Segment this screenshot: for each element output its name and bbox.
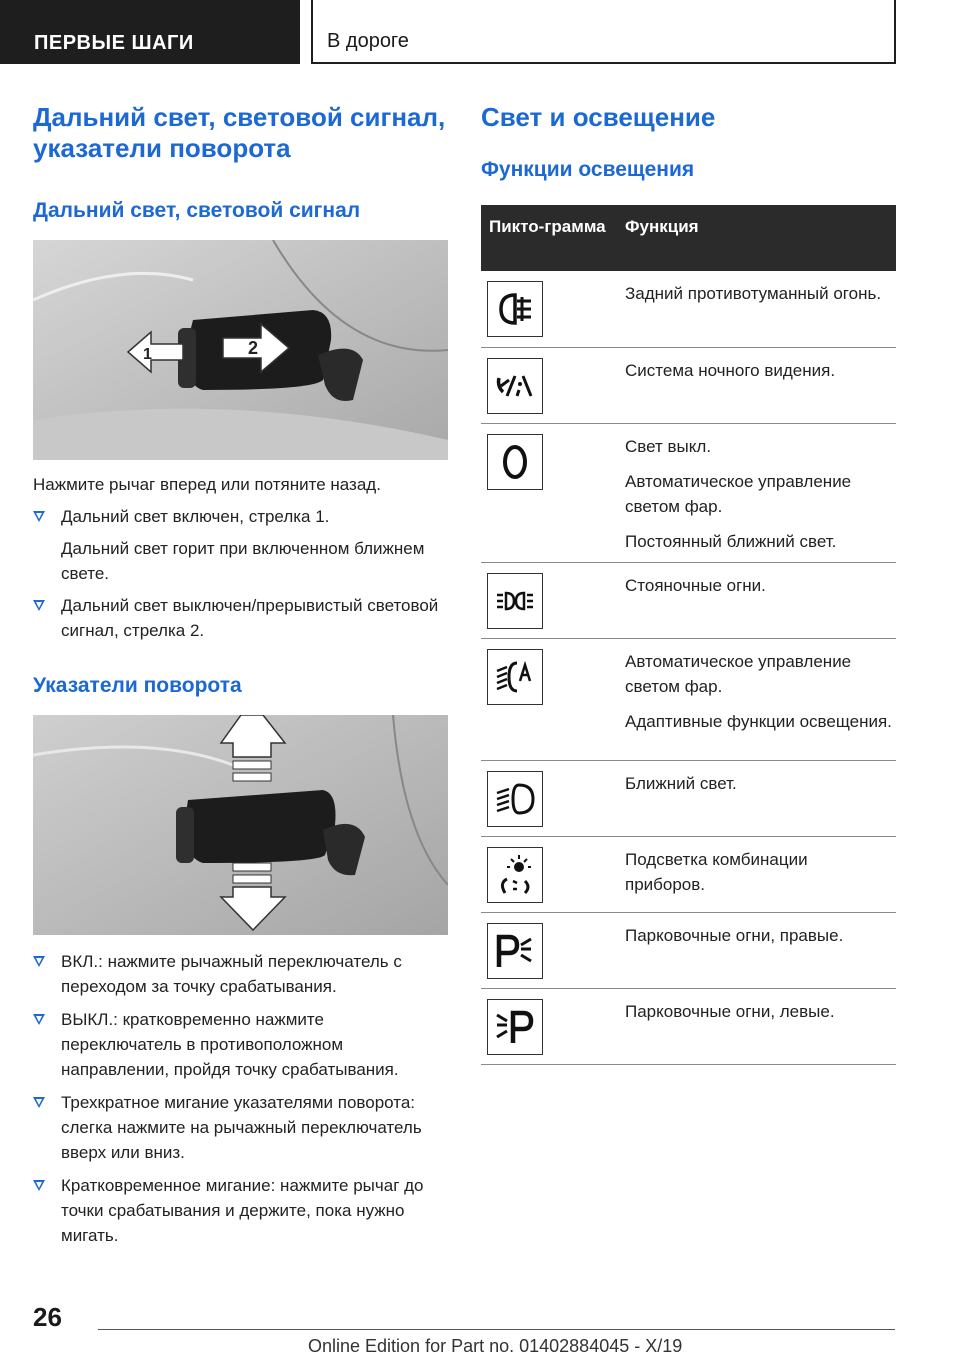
intro-text: Нажмите рычаг вперед или потяните назад.	[33, 475, 381, 494]
bullet-text: ВЫКЛ.: кратковременно нажмите переключатель в противоположном направлении, пройдя точку срабатывания.	[61, 1010, 399, 1079]
low-beam-icon	[487, 771, 543, 827]
bullet-item	[33, 1090, 448, 1165]
subsection-title-turn-signals: Указатели поворота	[33, 674, 242, 697]
table-header-row	[481, 205, 896, 271]
function-text: Адаптивные функции освещения.	[625, 711, 892, 731]
function-text: Система ночного видения.	[625, 360, 836, 380]
table-row	[481, 836, 896, 912]
table-header-pictogram: Пикто-грамма	[481, 205, 617, 271]
table-header-function: Функция	[617, 205, 896, 271]
high-beam-lever-photo	[33, 240, 448, 460]
function-text: Автоматическое управление светом фар.	[625, 471, 852, 516]
right-column	[481, 102, 896, 1065]
arrow-1-label: 1	[143, 346, 152, 363]
auto-headlight-icon	[487, 649, 543, 705]
bullet-item	[33, 1173, 448, 1248]
bullet-triangle-icon	[33, 600, 45, 611]
instrument-lighting-icon	[487, 847, 543, 903]
rear-fog-light-icon	[487, 281, 543, 337]
function-text: Парковочные огни, правые.	[625, 925, 844, 945]
bullet-text: ВКЛ.: нажмите рычажный переключатель с переходом за точку срабатывания.	[61, 952, 402, 996]
bullet-text: Кратковременное мигание: нажмите рычаг до точки срабатывания и держите, пока нужно мигать.	[61, 1176, 424, 1245]
function-text: Подсветка комбинации приборов.	[625, 849, 808, 894]
parking-lights-icon	[487, 573, 543, 629]
function-text: Свет выкл.	[625, 436, 712, 456]
lighting-functions-table	[481, 205, 896, 1065]
bullet-text: Трехкратное мигание указателями поворота: слегка нажмите на рычажный переключатель вверх или вниз.	[61, 1093, 422, 1162]
bullet-triangle-icon	[33, 956, 45, 967]
bullet-item	[33, 504, 448, 529]
parking-light-right-icon	[487, 923, 543, 979]
subsection-title-lighting-functions: Функции освещения	[481, 158, 695, 181]
bullet-note: Дальний свет горит при включенном ближнем свете.	[61, 539, 425, 583]
table-row	[481, 638, 896, 760]
table-row	[481, 347, 896, 423]
page-number: 26	[33, 1302, 62, 1332]
bullet-text: Дальний свет выключен/прерывистый световой сигнал, стрелка 2.	[61, 596, 439, 640]
table-row	[481, 271, 896, 347]
footer-divider	[98, 1329, 895, 1330]
section-tab: ПЕРВЫЕ ШАГИ	[0, 0, 300, 64]
function-text: Автоматическое управление светом фар.	[625, 651, 852, 696]
edition-footer: Online Edition for Part no. 01402884045 - X/19	[308, 1336, 683, 1356]
bullet-triangle-icon	[33, 511, 45, 522]
table-row	[481, 423, 896, 562]
function-text: Парковочные огни, левые.	[625, 1001, 835, 1021]
subsection-title-high-beam: Дальний свет, световой сигнал	[33, 199, 361, 222]
table-row	[481, 912, 896, 988]
turn-signal-lever-photo	[33, 715, 448, 935]
table-row	[481, 988, 896, 1064]
function-text: Постоянный ближний свет.	[625, 531, 837, 551]
bullet-triangle-icon	[33, 1014, 45, 1025]
section-title-lighting: Свет и освещение	[481, 102, 716, 132]
bullet-item	[33, 1007, 448, 1082]
chapter-tab: В дороге	[311, 0, 896, 64]
parking-light-left-icon	[487, 999, 543, 1055]
function-text: Задний противотуманный огонь.	[625, 284, 882, 303]
light-off-icon	[487, 434, 543, 490]
section-title: Дальний свет, световой сигнал, указатели поворота	[33, 102, 446, 163]
arrow-2-label: 2	[248, 338, 259, 358]
bullet-item	[33, 949, 448, 999]
function-text: Стояночные огни.	[625, 575, 766, 595]
night-vision-icon	[487, 358, 543, 414]
table-row	[481, 562, 896, 638]
left-column	[33, 102, 448, 1248]
bullet-triangle-icon	[33, 1097, 45, 1108]
function-text: Ближний свет.	[625, 773, 737, 793]
bullet-triangle-icon	[33, 1180, 45, 1191]
bullet-item	[33, 593, 448, 643]
table-row	[481, 760, 896, 836]
bullet-text: Дальний свет включен, стрелка 1.	[61, 507, 330, 526]
